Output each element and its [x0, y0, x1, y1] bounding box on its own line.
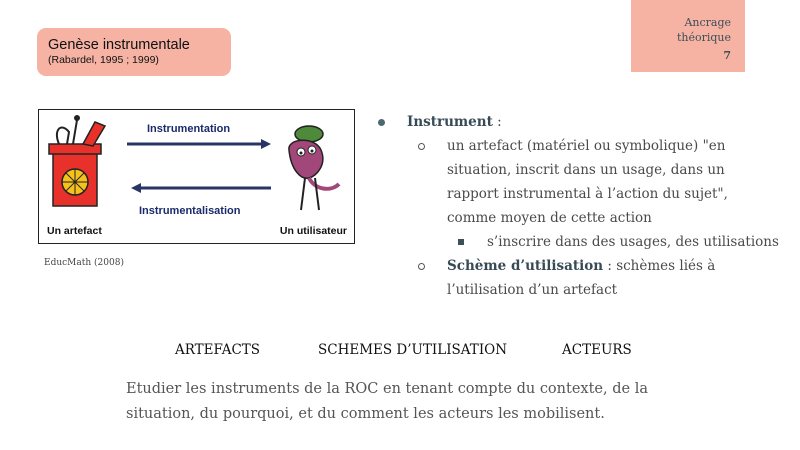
- section-line-1: Ancrage: [684, 16, 731, 29]
- keyword-artefacts: ARTEFACTS: [175, 342, 261, 358]
- usage-text: s’inscrire dans des usages, des utilisations: [487, 234, 779, 250]
- artefact-label: Un artefact: [47, 225, 102, 237]
- instrumentalisation-arrowhead: [131, 183, 141, 193]
- paragraph-line-1: Etudier les instruments de la ROC en tenant compte du contexte, de la: [126, 381, 648, 397]
- scheme-definition-line-2: l’utilisation d’un artefact: [447, 282, 618, 298]
- scheme-definition: : schèmes liés à: [603, 258, 716, 274]
- term-scheme: Schème d’utilisation: [447, 258, 604, 274]
- term-instrument: Instrument: [407, 114, 493, 130]
- figure-credit: EducMath (2008): [44, 258, 124, 268]
- definition-line-4: comme moyen de cette action: [447, 210, 652, 226]
- slide-title: Genèse instrumentale: [48, 37, 190, 53]
- definition-line-1: un artefact (matériel ou symbolique) "en: [447, 138, 726, 154]
- instrumentation-label: Instrumentation: [147, 123, 231, 135]
- bullet-scheme: [375, 254, 800, 302]
- slide-title-box: [37, 28, 231, 76]
- section-line-2: théorique: [676, 31, 731, 44]
- paragraph-line-2: situation, du pourquoi, et du comment les acteurs les mobilisent.: [126, 406, 605, 422]
- bullet-dot-icon: [378, 119, 385, 126]
- keyword-acteurs: ACTEURS: [562, 342, 632, 358]
- artefact-illustration: [49, 115, 105, 206]
- user-illustration: [289, 126, 339, 210]
- bullet-ring-icon: [418, 143, 425, 150]
- slide-subtitle: (Rabardel, 1995 ; 1999): [48, 54, 159, 66]
- bullet-ring-icon: [418, 263, 425, 270]
- bullet-instrument: [375, 110, 800, 134]
- definition-line-3: rapport instrumental à l’action du sujet",: [447, 186, 728, 202]
- bullet-usage: [375, 230, 800, 254]
- instrumentation-arrowhead: [261, 139, 271, 149]
- section-badge: [631, 0, 745, 72]
- definition-line-2: situation, inscrit dans un usage, dans un: [447, 162, 725, 178]
- page-number: 7: [723, 49, 731, 62]
- user-label: Un utilisateur: [279, 225, 347, 237]
- definition-list: [375, 110, 800, 302]
- conclusion-paragraph: [126, 377, 726, 427]
- term-instrument-colon: :: [492, 114, 502, 130]
- bullet-artefact-definition: [375, 134, 800, 230]
- instrumentalisation-label: Instrumentalisation: [139, 205, 241, 217]
- bullet-square-icon: [458, 239, 464, 245]
- keyword-schemes: SCHEMES D’UTILISATION: [318, 342, 508, 358]
- instrumental-genesis-figure: [38, 109, 355, 244]
